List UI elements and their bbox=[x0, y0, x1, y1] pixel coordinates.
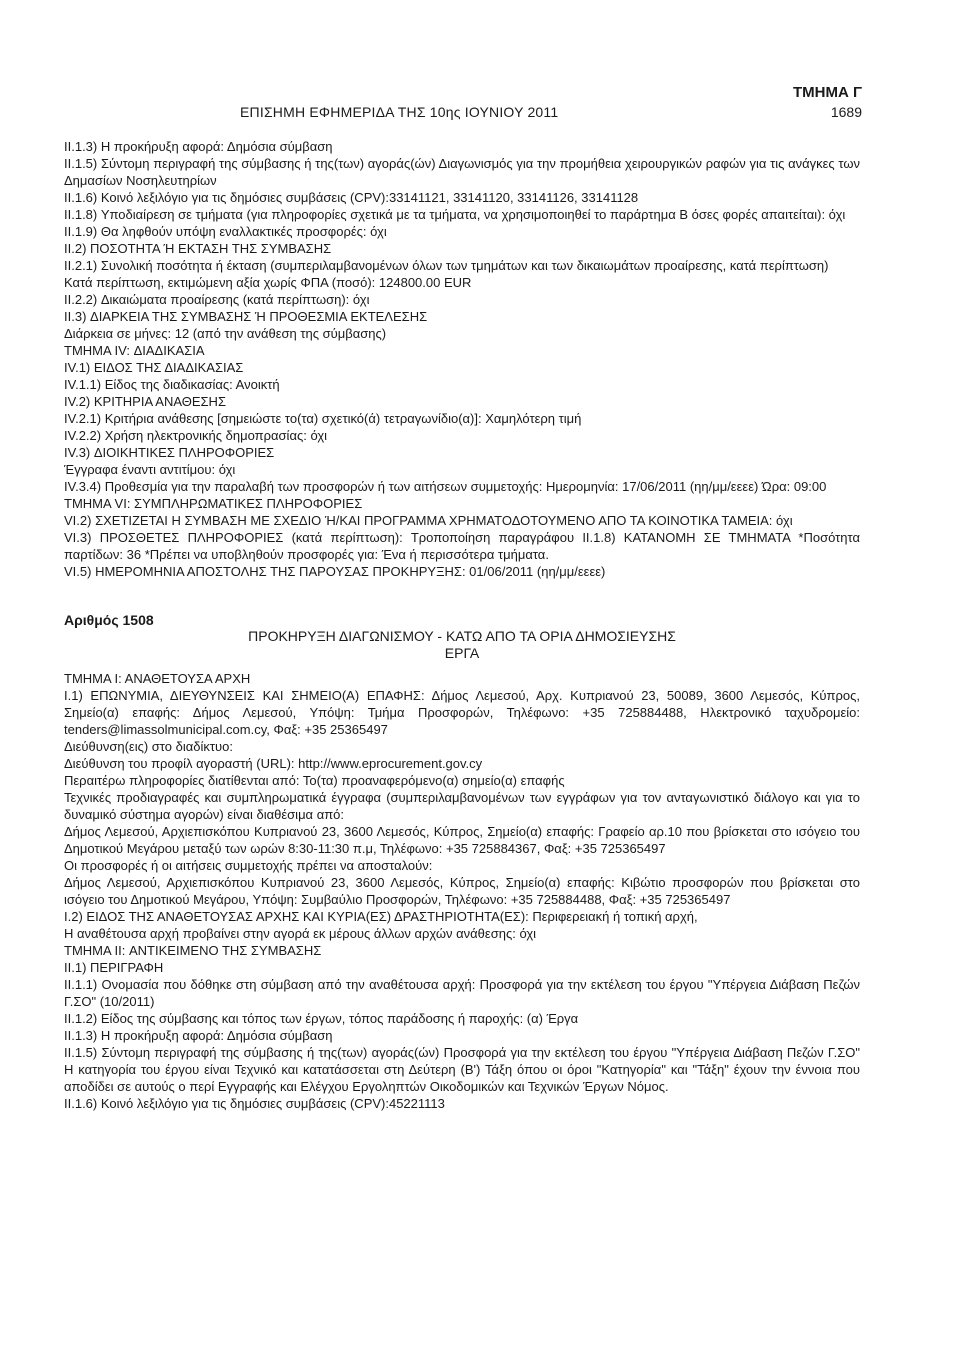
text-line: ΤΜΗΜΑ IV: ΔΙΑΔΙΚΑΣΙΑ bbox=[64, 343, 205, 358]
text-line: Διεύθυνση του προφίλ αγοραστή (URL): http://www.eprocurement.gov.cy bbox=[64, 756, 483, 771]
text-line: IV.2.2) Χρήση ηλεκτρονικής δημοπρασίας: όχι bbox=[64, 428, 328, 443]
text-line: VI.2) ΣΧΕΤΙΖΕΤΑΙ Η ΣΥΜΒΑΣΗ ΜΕ ΣΧΕΔΙΟ Ή/ΚΑΙ ΠΡΟΓΡΑΜΜΑ ΧΡΗΜΑΤΟΔΟΤΟΥΜΕΝΟ ΑΠΟ ΤΑ ΚΟΙΝΟΤΙΚΑ ΤΑΜΕΙΑ: όχι bbox=[64, 513, 793, 528]
text-line: II.2) ΠΟΣΟΤΗΤΑ Ή ΕΚΤΑΣΗ ΤΗΣ ΣΥΜΒΑΣΗΣ bbox=[64, 241, 332, 256]
text-line: IV.1) ΕΙΔΟΣ ΤΗΣ ΔΙΑΔΙΚΑΣΙΑΣ bbox=[64, 360, 244, 375]
text-line: II.1.2) Είδος της σύμβασης και τόπος των έργων, τόπος παράδοσης ή παροχής: (α) Έργα bbox=[64, 1011, 579, 1026]
notice-title-line2: ΕΡΓΑ bbox=[444, 645, 480, 661]
text-line: Διάρκεια σε μήνες: 12 (από την ανάθεση της σύμβασης) bbox=[64, 326, 387, 341]
running-head: ΕΠΙΣΗΜΗ ΕΦΗΜΕΡΙΔΑ ΤΗΣ 10ης ΙΟΥΝΙΟΥ 2011 bbox=[240, 104, 559, 120]
text-line: II.1.6) Κοινό λεξιλόγιο για τις δημόσιες συμβάσεις (CPV):45221113 bbox=[64, 1096, 445, 1111]
text-line: ΤΜΗΜΑ Ι: ΑΝΑΘΕΤΟΥΣΑ ΑΡΧΗ bbox=[64, 671, 251, 686]
text-line: Έγγραφα έναντι αντιτίμου: όχι bbox=[64, 462, 236, 477]
text-line: II.1.8) Υποδιαίρεση σε τμήματα (για πληροφορίες σχετικά με τα τμήματα, να χρησιμοποιηθεί το παράρτημα Β όσες φορές απαιτείται): όχι bbox=[64, 207, 846, 222]
text-line: II.1.5) Σύντομη περιγραφή της σύμβασης ή της(των) αγοράς(ών) Διαγωνισμός για την προμήθεια χειρουργικών ραφών για τις ανάγκες των Δημασίων Νοσηλευτηρίων bbox=[64, 156, 860, 188]
text-line: IV.3) ΔΙΟΙΚΗΤΙΚΕΣ ΠΛΗΡΟΦΟΡΙΕΣ bbox=[64, 445, 275, 460]
text-line: ΤΜΗΜΑ VI: ΣΥΜΠΛΗΡΩΜΑΤΙΚΕΣ ΠΛΗΡΟΦΟΡΙΕΣ bbox=[64, 496, 363, 511]
text-line: II.1.9) Θα ληφθούν υπόψη εναλλακτικές προσφορές: όχι bbox=[64, 224, 387, 239]
notice-header bbox=[64, 612, 860, 662]
text-line: Τεχνικές προδιαγραφές και συμπληρωματικά έγγραφα (συμπεριλαμβανομένων των εγγράφων για τον ανταγωνιστικό διάλογο και για το δυναμικό σύστημα αγορών) είναι διαθέσιμα από: bbox=[64, 790, 860, 822]
notice-title-line1: ΠΡΟΚΗΡΥΞΗ ΔΙΑΓΩΝΙΣΜΟΥ - ΚΑΤΩ ΑΠΟ ΤΑ ΟΡΙΑ ΔΗΜΟΣΙΕΥΣΗΣ bbox=[248, 628, 676, 644]
text-line: II.1.3) Η προκήρυξη αφορά: Δημόσια σύμβαση bbox=[64, 1028, 333, 1043]
text-line: Η αναθέτουσα αρχή προβαίνει στην αγορά εκ μέρους άλλων αρχών ανάθεσης: όχι bbox=[64, 926, 537, 941]
text-line: VI.3) ΠΡΟΣΘΕΤΕΣ ΠΛΗΡΟΦΟΡΙΕΣ (κατά περίπτωση): Τροποποίηση παραγράφου II.1.8) ΚΑΤΑΝΟΜΗ ΣΕ ΤΜΗΜΑΤΑ *Ποσότητα παρτίδων: 36 *Πρέπει να υποβληθούν προσφορές για: Ένα ή περισσότερα τμήματα. bbox=[64, 530, 860, 562]
text-line: II.2.2) Δικαιώματα προαίρεσης (κατά περίπτωση): όχι bbox=[64, 292, 370, 307]
notice-title bbox=[64, 628, 860, 662]
section-label: ΤΜΗΜΑ Γ bbox=[792, 84, 862, 101]
text-line: II.2.1) Συνολική ποσότητα ή έκταση (συμπεριλαμβανομένων όλων των τμημάτων και των δικαιωμάτων προαίρεσης, κατά περίπτωση) bbox=[64, 258, 829, 273]
text-line: Κατά περίπτωση, εκτιμώμενη αξία χωρίς ΦΠΑ (ποσό): 124800.00 EUR bbox=[64, 275, 472, 290]
first-notice-continuation bbox=[64, 138, 860, 580]
text-line: VI.5) ΗΜΕΡΟΜΗΝΙΑ ΑΠΟΣΤΟΛΗΣ ΤΗΣ ΠΑΡΟΥΣΑΣ ΠΡΟΚΗΡΥΞΗΣ: 01/06/2011 (ηη/μμ/εεεε) bbox=[64, 564, 606, 579]
text-line: II.1.3) Η προκήρυξη αφορά: Δημόσια σύμβαση bbox=[64, 139, 333, 154]
text-line: IV.2.1) Κριτήρια ανάθεσης [σημειώστε το(τα) σχετικό(ά) τετραγωνίδιο(α)]: Χαμηλότερη τιμή bbox=[64, 411, 582, 426]
text-line: ΤΜΗΜΑ II: ΑΝΤΙΚΕΙΜΕΝΟ ΤΗΣ ΣΥΜΒΑΣΗΣ bbox=[64, 943, 322, 958]
text-line: I.2) ΕΙΔΟΣ ΤΗΣ ΑΝΑΘΕΤΟΥΣΑΣ ΑΡΧΗΣ ΚΑΙ ΚΥΡΙΑ(ΕΣ) ΔΡΑΣΤΗΡΙΟΤΗΤΑ(ΕΣ): Περιφερειακή ή τοπική αρχή, bbox=[64, 909, 698, 924]
page-number: 1689 bbox=[830, 104, 862, 120]
text-line: IV.3.4) Προθεσμία για την παραλαβή των προσφορών ή των αιτήσεων συμμετοχής: Ημερομηνία: 17/06/2011 (ηη/μμ/εεεε) Ώρα: 09:00 bbox=[64, 479, 827, 494]
text-line: IV.1.1) Είδος της διαδικασίας: Ανοικτή bbox=[64, 377, 280, 392]
text-line: Δήμος Λεμεσού, Αρχιεπισκόπου Κυπριανού 23, 3600 Λεμεσός, Κύπρος, Σημείο(α) επαφής: Γραφείο αρ.10 που βρίσκεται στο ισόγειο του Δημοτικού Μεγάρου μεταξύ των ωρών 8:30-11:30 π.μ, Τηλέφωνο: +35 725884367, Φαξ: +35 725365497 bbox=[64, 824, 860, 856]
text-line: II.1.6) Κοινό λεξιλόγιο για τις δημόσιες συμβάσεις (CPV):33141121, 33141120, 33141126, 33141128 bbox=[64, 190, 639, 205]
text-line: IV.2) ΚΡΙΤΗΡΙΑ ΑΝΑΘΕΣΗΣ bbox=[64, 394, 226, 409]
notice-number: Αριθμός 1508 bbox=[64, 612, 154, 628]
text-line: II.1.1) Ονομασία που δόθηκε στη σύμβαση από την αναθέτουσα αρχή: Προσφορά για την εκτέλεση του έργου "Υπέργεια Διάβαση Πεζών Γ.ΣΟ" (10/2011) bbox=[64, 977, 860, 1009]
document-body bbox=[64, 138, 860, 1112]
text-line: II.1) ΠΕΡΙΓΡΑΦΗ bbox=[64, 960, 164, 975]
text-line: II.3) ΔΙΑΡΚΕΙΑ ΤΗΣ ΣΥΜΒΑΣΗΣ Ή ΠΡΟΘΕΣΜΙΑ ΕΚΤΕΛΕΣΗΣ bbox=[64, 309, 428, 324]
text-line: Διεύθυνση(εις) στο διαδίκτυο: bbox=[64, 739, 233, 754]
text-line: I.1) ΕΠΩΝΥΜΙΑ, ΔΙΕΥΘΥΝΣΕΙΣ ΚΑΙ ΣΗΜΕΙΟ(Α) ΕΠΑΦΗΣ: Δήμος Λεμεσού, Αρχ. Κυπριανού 23, 50089, 3600 Λεμεσός, Κύπρος, Σημείο(α) επαφής: Δήμος Λεμεσού, Υπόψη: Τμήμα Προσφορών, Τηλέφωνο: +35 725884488, Ηλεκτρονικό ταχυδρομείο: tenders@limassolmunicipal.com.cy, Φαξ: +35 25365497 bbox=[64, 688, 860, 737]
text-line: Δήμος Λεμεσού, Αρχιεπισκόπου Κυπριανού 23, 3600 Λεμεσός, Κύπρος, Σημείο(α) επαφής: Κιβώτιο προσφορών που βρίσκεται στο ισόγειο του Δημοτικού Μεγάρου, Υπόψη: Συμβαύλιο Προσφορών, Τηλέφωνο: +35 725884488, Φαξ: +35 725365497 bbox=[64, 875, 860, 907]
text-line: Περαιτέρω πληροφορίες διατίθενται από: Το(τα) προαναφερόμενο(α) σημείο(α) επαφής bbox=[64, 773, 565, 788]
text-line: II.1.5) Σύντομη περιγραφή της σύμβασης ή της(των) αγοράς(ών) Προσφορά για την εκτέλεση του έργου "Υπέργεια Διάβαση Πεζών Γ.ΣΟ" Η κατηγορία του έργου είναι Τεχνικό και κατατάσσεται στη Δεύτερη (Β') Τάξη όπου οι όροι "Κατηγορία" και "Τάξη" έχουν την έννοια που αποδίδει σε αυτούς ο περί Εγγραφής και Ελέγχου Εργοληπτών Οικοδομικών και Τεχνικών Έργων Νόμος. bbox=[64, 1045, 860, 1094]
notice-body bbox=[64, 670, 860, 1112]
text-line: Οι προσφορές ή οι αιτήσεις συμμετοχής πρέπει να αποσταλούν: bbox=[64, 858, 433, 873]
